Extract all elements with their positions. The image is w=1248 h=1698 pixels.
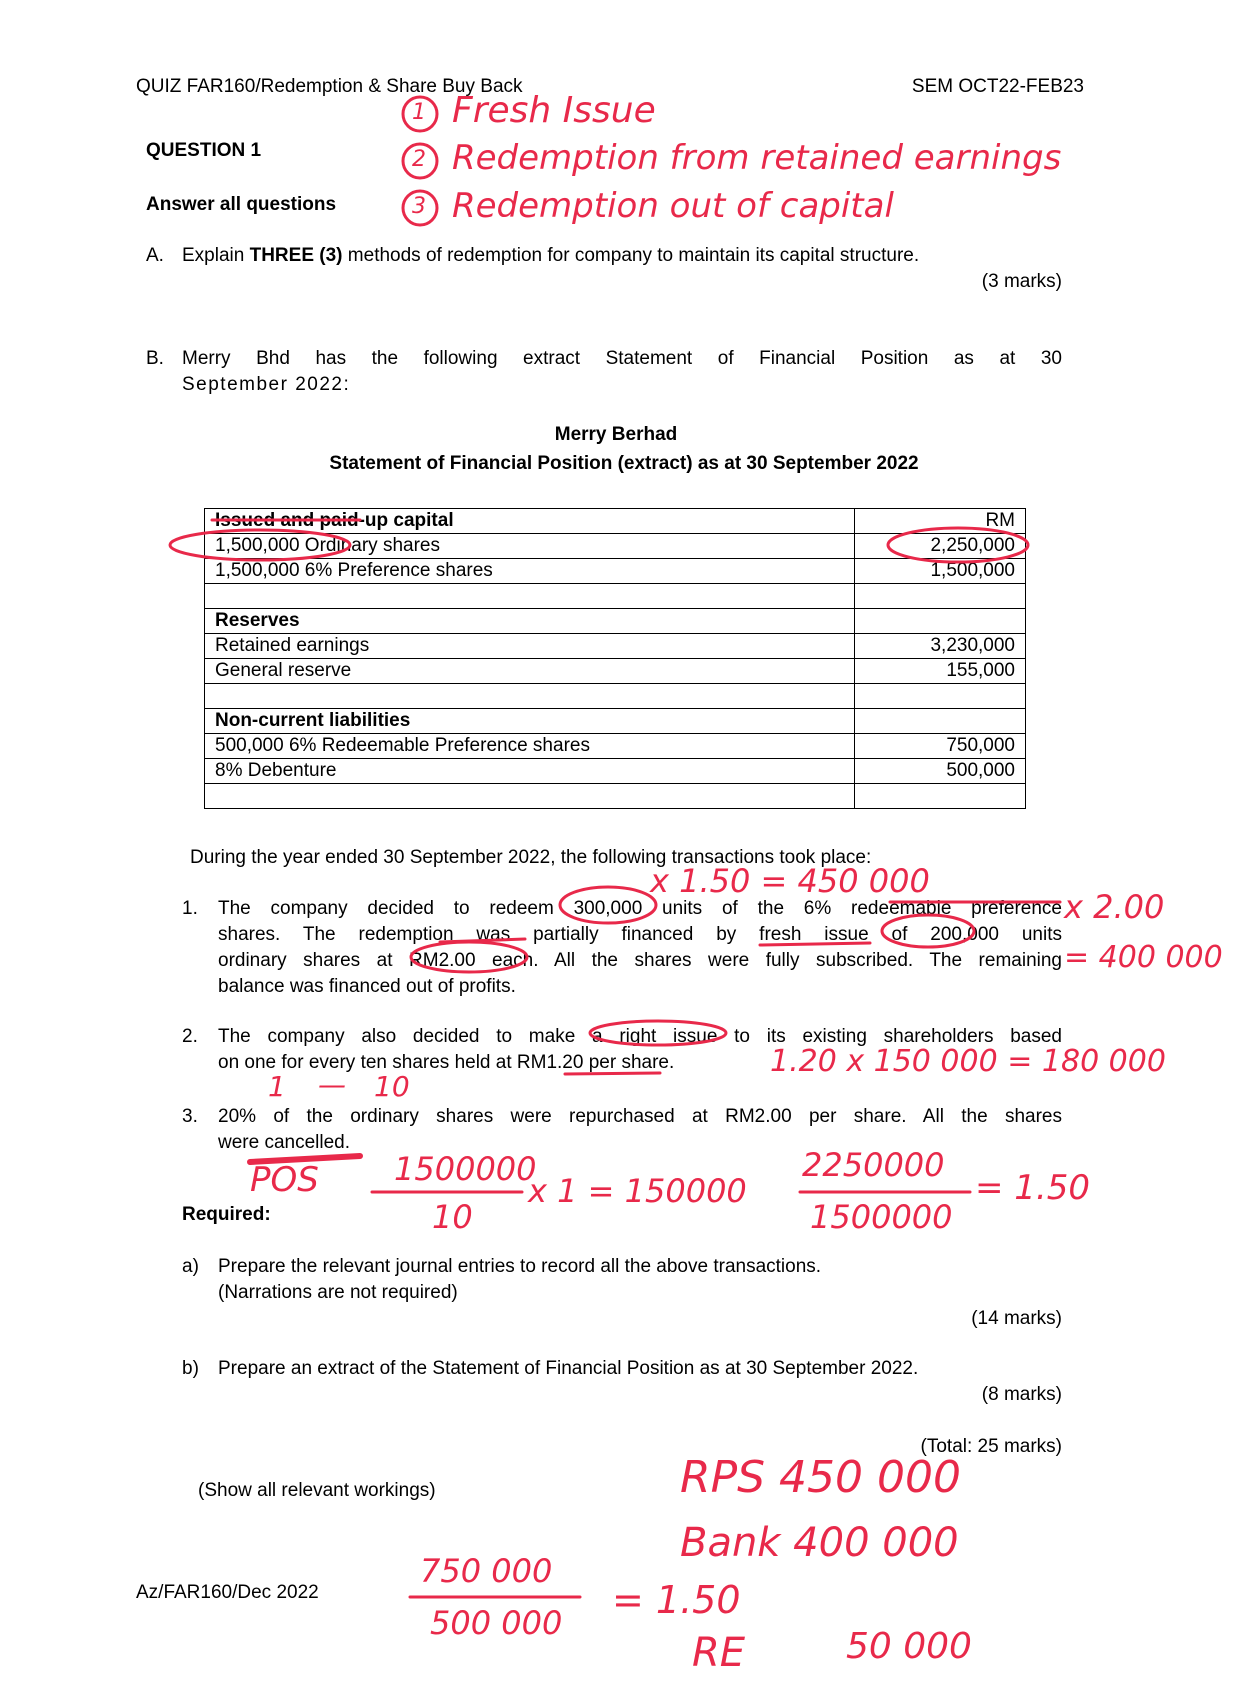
instruction: Answer all questions [146, 194, 337, 215]
hand-pos: POS [250, 1160, 319, 1200]
hand-method-3: Redemption out of capital [452, 186, 894, 226]
table-row-amount: 1,500,000 [855, 559, 1026, 584]
transaction-1-line-3: ordinary shares at RM2.00 each. All the shares were fully subscribed. The remaining [218, 950, 1062, 971]
part-b-line-1: Merry Bhd has the following extract Statement of Financial Position as at 30 [182, 348, 1062, 369]
table-row [205, 534, 1026, 559]
hand-calc-fresh-result: = 400 000 [1064, 940, 1223, 975]
hand-frac1-denominator: 10 [432, 1198, 473, 1236]
required-b-line-1: Prepare an extract of the Statement of Financial Position as at 30 September 2022. [218, 1358, 919, 1379]
table-row-amount [855, 684, 1026, 709]
hand-frac3-denominator: 500 000 [430, 1604, 563, 1642]
hand-frac3-numerator: 750 000 [420, 1552, 553, 1590]
table-row [205, 709, 1026, 734]
transaction-1-line-4: balance was financed out of profits. [218, 976, 516, 997]
transactions-intro: During the year ended 30 September 2022, the following transactions took place: [190, 847, 872, 868]
part-a-label: A. [146, 245, 164, 266]
transaction-3-number: 3. [182, 1106, 198, 1127]
hand-re-label: RE [692, 1630, 746, 1676]
hand-method-2: Redemption from retained earnings [452, 138, 1062, 178]
required-a-label: a) [182, 1256, 199, 1277]
table-row-label: 500,000 6% Redeemable Preference shares [205, 734, 855, 759]
transaction-1-line-1: The company decided to redeem 300,000 units of the 6% redeemable preference [218, 898, 1062, 919]
hand-calc-rps: x 1.50 = 450 000 [650, 862, 930, 900]
total-marks: (Total: 25 marks) [920, 1436, 1062, 1457]
required-b-marks: (8 marks) [981, 1384, 1062, 1405]
table-row-label: 1,500,000 Ordinary shares [205, 534, 855, 559]
statement-title: Statement of Financial Position (extract) as at 30 September 2022 [329, 453, 919, 474]
hand-rps-line: RPS 450 000 [680, 1452, 961, 1503]
table-row [205, 759, 1026, 784]
hand-frac2-result: = 1.50 [975, 1168, 1090, 1208]
hand-frac1-result: x 1 = 150000 [528, 1172, 747, 1210]
table-row [205, 734, 1026, 759]
part-a-text-bold: THREE (3) [249, 245, 343, 266]
table-row-amount: 2,250,000 [855, 534, 1026, 559]
hand-frac2-numerator: 2250000 [802, 1146, 945, 1184]
part-a-question [182, 243, 919, 268]
part-a-text-before: Explain [182, 245, 250, 266]
table-row [205, 659, 1026, 684]
table-row-label [205, 584, 855, 609]
table-row [205, 509, 1026, 534]
table-row-amount: 155,000 [855, 659, 1026, 684]
table-row-amount: 3,230,000 [855, 634, 1026, 659]
table-row-amount [855, 709, 1026, 734]
table-row-label: General reserve [205, 659, 855, 684]
hand-num-1: 1 [412, 100, 426, 125]
table-row-label: Issued and paid-up capital [205, 509, 855, 534]
header-semester: SEM OCT22-FEB23 [911, 76, 1084, 97]
workings-note: (Show all relevant workings) [198, 1480, 436, 1501]
table-row-label: Reserves [205, 609, 855, 634]
part-b-label: B. [146, 348, 164, 369]
hand-bank-line: Bank 400 000 [680, 1520, 959, 1566]
table-row-amount [855, 584, 1026, 609]
part-a-text-after: methods of redemption for company to maintain its capital structure. [342, 245, 920, 266]
table-row [205, 634, 1026, 659]
required-a-marks: (14 marks) [971, 1308, 1062, 1329]
required-a-line-2: (Narrations are not required) [218, 1282, 458, 1303]
hand-ratio-right: 10 [374, 1070, 410, 1103]
hand-num-3: 3 [412, 194, 426, 219]
required-b-label: b) [182, 1358, 199, 1379]
transaction-2-line-1: The company also decided to make a right issue to its existing shareholders based [218, 1026, 1062, 1047]
transaction-1-line-2: shares. The redemption was partially financed by fresh issue of 200,000 units [218, 924, 1062, 945]
hand-ratio-dash: — [318, 1068, 346, 1101]
transaction-2-line-2: on one for every ten shares held at RM1.20 per share. [218, 1052, 675, 1073]
part-b-line-2: September 2022: [182, 374, 351, 395]
hand-re-amount: 50 000 [846, 1626, 972, 1667]
table-row-amount: RM [855, 509, 1026, 534]
table-row-amount: 500,000 [855, 759, 1026, 784]
transaction-2-number: 2. [182, 1026, 198, 1047]
table-row-label: 1,500,000 6% Preference shares [205, 559, 855, 584]
required-a-line-1: Prepare the relevant journal entries to record all the above transactions. [218, 1256, 822, 1277]
question-title: QUESTION 1 [146, 140, 262, 161]
hand-calc-right-issue: 1.20 x 150 000 = 180 000 [770, 1044, 1166, 1079]
table-row [205, 559, 1026, 584]
hand-method-1: Fresh Issue [452, 90, 656, 131]
table-row-amount [855, 609, 1026, 634]
hand-num-2: 2 [412, 147, 426, 172]
header-title: QUIZ FAR160/Redemption & Share Buy Back [136, 76, 523, 97]
transaction-3-line-1: 20% of the ordinary shares were repurchased at RM2.00 per share. All the shares [218, 1106, 1062, 1127]
hand-frac1-numerator: 1500000 [394, 1150, 537, 1188]
footer: Az/FAR160/Dec 2022 [136, 1582, 319, 1603]
transaction-3-line-2: were cancelled. [218, 1132, 351, 1153]
table-row-label: 8% Debenture [205, 759, 855, 784]
part-a-marks: (3 marks) [981, 271, 1062, 292]
table-row [205, 684, 1026, 709]
hand-ratio-left: 1 [268, 1070, 286, 1103]
hand-calc-fresh-mult: x 2.00 [1064, 888, 1165, 926]
table-row [205, 584, 1026, 609]
table-row-label [205, 684, 855, 709]
hand-frac3-result: = 1.50 [612, 1578, 741, 1622]
table-row-amount: 750,000 [855, 734, 1026, 759]
table-row-label: Retained earnings [205, 634, 855, 659]
table-row [205, 609, 1026, 634]
statement-table [204, 508, 1026, 809]
table-row [205, 784, 1026, 809]
statement-company: Merry Berhad [554, 424, 678, 445]
table-row-label [205, 784, 855, 809]
table-row-amount [855, 784, 1026, 809]
required-title: Required: [182, 1204, 271, 1225]
transaction-1-number: 1. [182, 898, 198, 919]
table-row-label: Non-current liabilities [205, 709, 855, 734]
hand-frac2-denominator: 1500000 [810, 1198, 953, 1236]
